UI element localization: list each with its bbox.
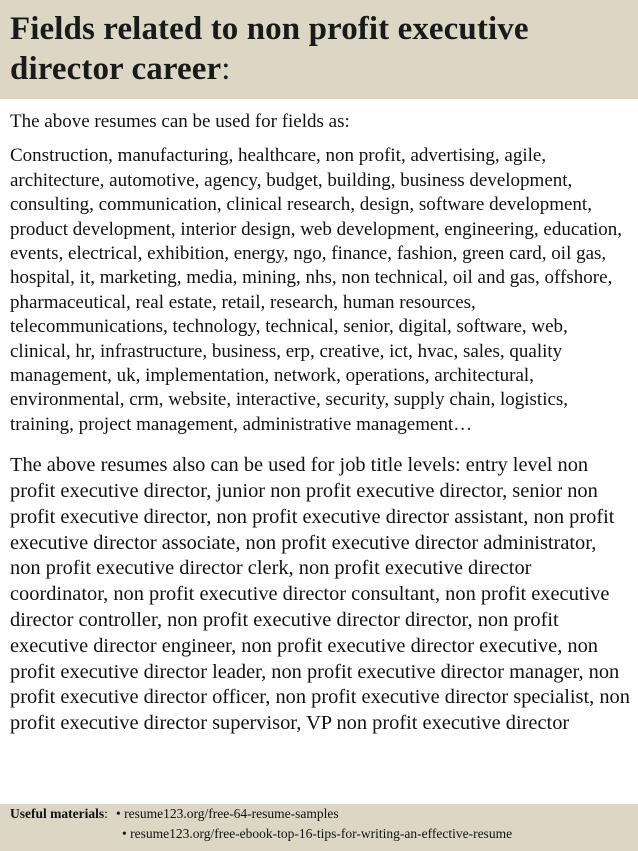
useful-materials-footer [0, 804, 638, 851]
title-colon: : [221, 51, 231, 87]
footer-indent [10, 824, 122, 844]
footer-row-2 [10, 824, 638, 844]
footer-link-resume-samples[interactable]: • resume123.org/free-64-resume-samples [116, 806, 339, 821]
useful-materials-label: Useful materials: [10, 806, 108, 821]
fields-list-paragraph: Construction, manufacturing, healthcare, non profit, advertising, agile, architecture, automotive, agency, budget, building, business development, consulting, communication, clinical research, design, software development, product development, interior design, web development, engineering, education, events, electrical, exhibition, energy, ngo, finance, fashion, green card, oil gas, hospital, it, marketing, media, mining, nhs, non technical, oil and gas, offshore, pharmaceutical, real estate, retail, research, human resources, telecommunications, technology, technical, senior, digital, software, web, clinical, hr, infrastructure, business, erp, creative, ict, hvac, sales, quality management, uk, implementation, network, operations, architectural, environmental, crm, website, interactive, security, supply chain, logistics, training, project management, administrative management… [10, 145, 623, 435]
footer-link-ebook-tips[interactable]: • resume123.org/free-ebook-top-16-tips-for-writing-an-effective-resume [122, 826, 513, 841]
footer-row-1 [10, 804, 638, 824]
title-line-1: Fields related to non profit executive [10, 11, 529, 47]
page-title [10, 9, 638, 89]
intro-text: The above resumes can be used for fields as: [10, 111, 350, 132]
title-line-2: director career [10, 51, 222, 87]
title-band [0, 0, 638, 99]
job-levels-paragraph: The above resumes also can be used for job title levels: entry level non profit executive director, junior non profit executive director, senior non profit executive director, non profit executive director assistant, non profit executive director associate, non profit executive director administrator, non profit executive director clerk, non profit executive director coordinator, non profit executive director consultant, non profit executive director controller, non profit executive director director, non profit executive director engineer, non profit executive director executive, non profit executive director leader, non profit executive director manager, non profit executive director officer, non profit executive director specialist, non profit executive director supervisor, VP non profit executive director [10, 454, 630, 735]
main-content [10, 110, 630, 737]
